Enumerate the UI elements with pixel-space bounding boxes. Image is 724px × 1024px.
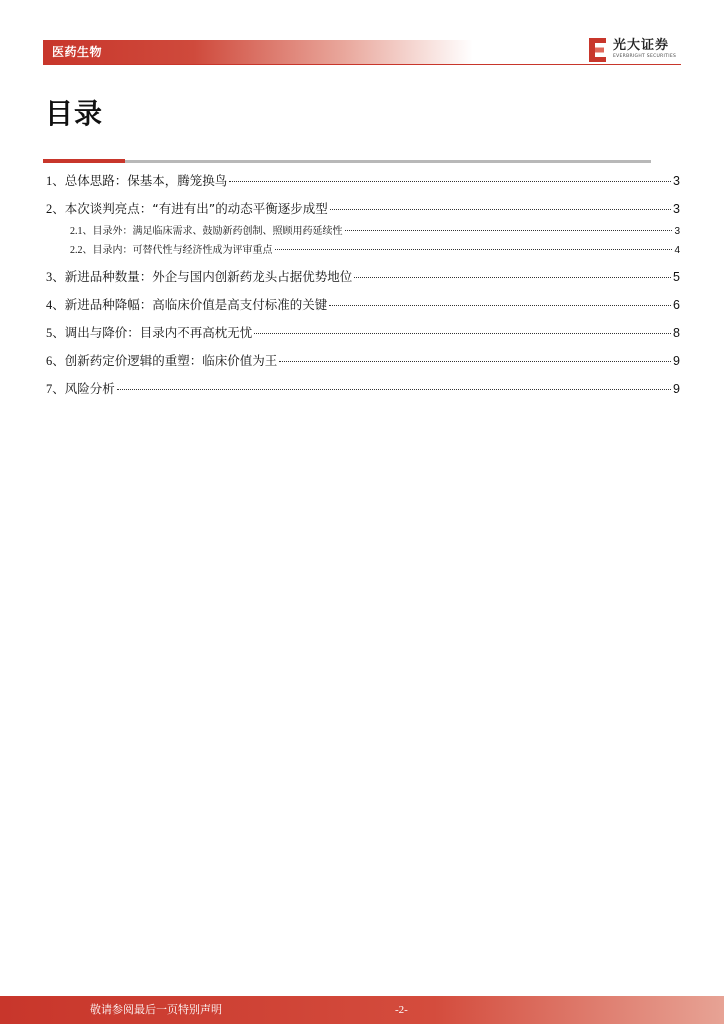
toc-entry[interactable] — [46, 351, 680, 371]
toc-page: 9 — [673, 382, 680, 396]
toc-entry[interactable] — [46, 323, 680, 343]
toc-number: 3、 — [46, 270, 65, 284]
toc-page: 8 — [673, 326, 680, 340]
toc-entry-sub[interactable] — [70, 223, 680, 239]
toc-number: 2.2、 — [70, 245, 93, 256]
toc-number: 4、 — [46, 298, 65, 312]
page-title: 目录 — [45, 97, 104, 130]
toc-entry-sub[interactable] — [70, 242, 680, 258]
toc-leader — [329, 293, 671, 307]
toc-leader — [254, 321, 671, 335]
toc-label: 目录内：可替代性与经济性成为评审重点 — [92, 245, 273, 256]
toc-leader — [117, 377, 671, 391]
toc-page: 5 — [673, 270, 680, 284]
toc-leader — [279, 349, 671, 363]
toc-leader — [275, 239, 673, 250]
toc-number: 1、 — [46, 174, 65, 188]
toc-label: 总体思路：保基本，腾笼换鸟 — [64, 173, 228, 188]
toc-leader — [229, 169, 671, 183]
toc-leader — [354, 265, 671, 279]
brand-name-en: EVERBRIGHT SECURITIES — [613, 54, 677, 59]
toc-page: 6 — [673, 298, 680, 312]
toc-number: 6、 — [46, 354, 65, 368]
toc-label: 本次谈判亮点：“有进有出”的动态平衡逐步成型 — [64, 201, 328, 216]
toc-entry[interactable] — [46, 379, 680, 399]
toc-label: 创新药定价逻辑的重塑：临床价值为王 — [64, 353, 278, 368]
footer-notice: 敬请参阅最后一页特别声明 — [90, 1003, 222, 1016]
toc-label: 调出与降价：目录内不再高枕无忧 — [64, 325, 253, 340]
brand-name-cn: 光大证券 — [613, 38, 670, 53]
toc-page: 3 — [674, 226, 680, 237]
toc-number: 2.1、 — [70, 226, 93, 237]
toc-label: 新进品种数量：外企与国内创新药龙头占据优势地位 — [64, 269, 353, 284]
toc-leader — [330, 197, 671, 211]
header-section-label: 医药生物 — [52, 45, 103, 59]
toc-number: 2、 — [46, 202, 65, 216]
toc-entry[interactable] — [46, 199, 680, 219]
toc-page: 9 — [673, 354, 680, 368]
toc-number: 7、 — [46, 382, 65, 396]
toc-page: 3 — [673, 174, 680, 188]
toc-leader — [345, 220, 673, 231]
toc-label: 风险分析 — [64, 381, 115, 396]
toc-number: 5、 — [46, 326, 65, 340]
toc-page: 3 — [673, 202, 680, 216]
toc-label: 新进品种降幅：高临床价值是高支付标准的关键 — [64, 297, 328, 312]
toc-label: 目录外：满足临床需求、鼓励新药创制、照顾用药延续性 — [92, 226, 343, 237]
table-of-contents — [0, 0, 724, 400]
toc-entry[interactable] — [46, 267, 680, 287]
toc-entry[interactable] — [46, 295, 680, 315]
toc-page: 4 — [674, 245, 680, 256]
footer-page-number: -2- — [395, 1004, 408, 1016]
toc-entry[interactable] — [46, 171, 680, 191]
